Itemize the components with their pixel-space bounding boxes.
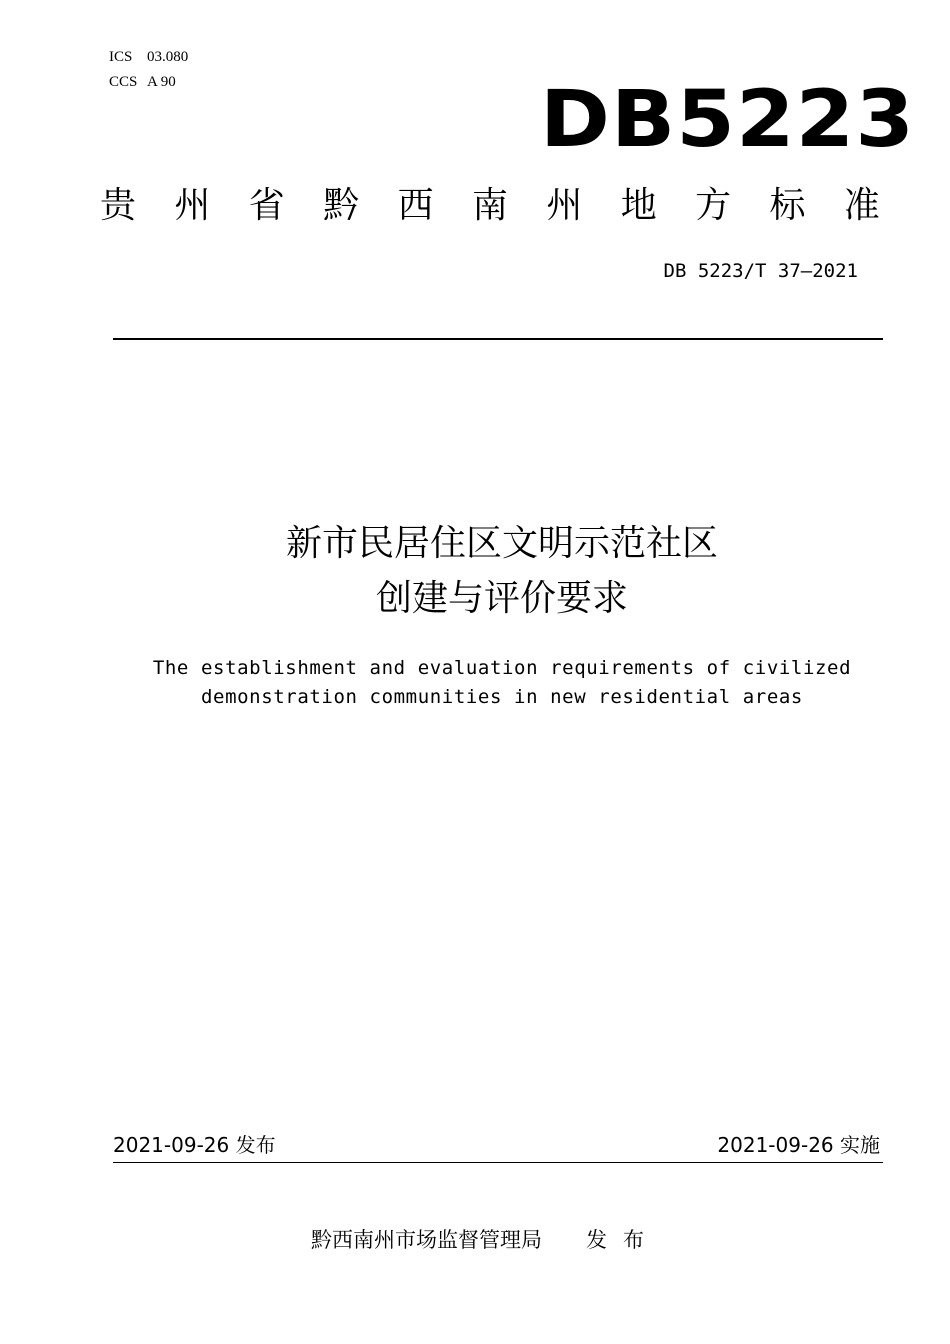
english-title: [0, 654, 950, 712]
chinese-title-line-2: 创建与评价要求: [375, 578, 628, 619]
category-char: 西: [397, 185, 434, 226]
bottom-divider: [113, 1162, 883, 1163]
ics-label: ICS: [109, 49, 133, 65]
top-divider: [113, 338, 883, 340]
category-char: 州: [174, 185, 211, 226]
issuer: [311, 1226, 660, 1254]
category-char: 方: [695, 185, 732, 226]
ics-value: 03.080: [147, 49, 189, 65]
category-char: 州: [546, 185, 583, 226]
category-char: 贵: [100, 185, 137, 226]
category-char: 地: [620, 185, 657, 226]
category-char: 黔: [323, 185, 360, 226]
ccs-value: A 90: [147, 74, 176, 90]
issuer-action: 发布: [586, 1228, 660, 1252]
classification-codes: [109, 45, 188, 95]
category-char: 准: [843, 185, 880, 226]
implementation-date: 2021-09-26 实施: [717, 1133, 880, 1157]
chinese-title-line-1: 新市民居住区文明示范社区: [285, 523, 718, 564]
english-title-line-2: demonstration communities in new residential areas: [201, 686, 803, 708]
chinese-title: [0, 516, 950, 626]
ccs-row: [109, 70, 188, 95]
issuer-name: 黔西南州市场监督管理局: [311, 1228, 542, 1252]
release-date: 2021-09-26 发布: [113, 1133, 276, 1157]
category-char: 南: [471, 185, 508, 226]
english-title-line-1: The establishment and evaluation requirements of civilized: [152, 657, 852, 679]
standard-category: [100, 183, 880, 229]
category-char: 标: [769, 185, 806, 226]
standard-logo: DB5223: [540, 75, 916, 165]
category-char: 省: [248, 185, 285, 226]
ccs-label: CCS: [109, 74, 138, 90]
standard-number: DB 5223/T 37—2021: [663, 260, 858, 282]
ics-row: [109, 45, 188, 70]
